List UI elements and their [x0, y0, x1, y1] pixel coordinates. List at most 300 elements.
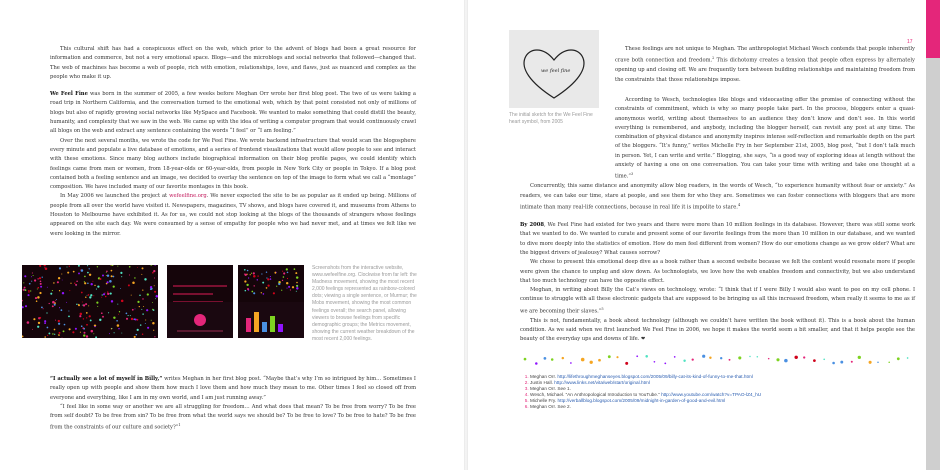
feeling-dot [86, 317, 87, 318]
paragraph: By 2008, We Feel Fine had existed for two years and there were more than 10 million feelings in its database. However, there was still some work that we wanted to do. We wanted to curate and present some of our favorite feelings from the more than 10 million in our database, and we wanted to dive more deeply into the statistics of emotion. How do men feel different from women? How do our emotions change as we grow older? What are the biggest drivers of jealousy? What causes sorrow? [520, 222, 915, 256]
feeling-dot [62, 292, 64, 294]
mob-dot [275, 272, 277, 274]
quote-lead-in: “I actually see a lot of myself in Billy,” [50, 376, 163, 382]
feeling-dot [128, 315, 129, 316]
feeling-dot [30, 290, 31, 291]
divider-dot [674, 356, 676, 358]
paragraph: In May 2006 we launched the project at wefeelfine.org. We never expected the site to be as popular as it ended up being. Millions of people from all over the world have visited it. Newspapers, magazines, TV shows, and blogs have covered it, and museums from Athens to Houston to Melbourne have exhibited it. As for us, we could not stop looking at the blogs of the thousands of strangers whose feelings appeared on the site each day. We were consumed by a sense of empathy for people who we had never met, and at times we felt like we were looking in the mirror. [50, 193, 417, 237]
mob-dot [270, 278, 272, 280]
mob-dot [286, 282, 288, 284]
feeling-dot [23, 282, 24, 283]
mob-dot [248, 277, 249, 278]
feeling-dot [22, 335, 23, 337]
feeling-dot [58, 320, 60, 322]
feeling-dot [59, 307, 60, 308]
feeling-dot [44, 267, 45, 268]
mob-dot [287, 278, 288, 279]
divider-dot [840, 361, 843, 364]
mob-dot [281, 290, 282, 291]
feeling-dot [87, 283, 89, 285]
mob-dot [261, 273, 262, 274]
feeling-dot [135, 308, 136, 309]
feeling-dot [93, 333, 94, 334]
mob-dot [263, 293, 265, 295]
feeling-dot [141, 274, 142, 275]
feeling-dot [48, 332, 50, 334]
feeling-dot [89, 296, 91, 298]
mob-dot [296, 287, 298, 289]
feeling-dot [58, 323, 60, 325]
feeling-dot [40, 286, 42, 288]
feeling-dot [154, 285, 155, 286]
feeling-dot [44, 336, 46, 338]
footnote-list [520, 374, 915, 411]
feeling-dot [82, 302, 83, 303]
feeling-dot [106, 275, 107, 276]
feeling-dot [101, 297, 102, 298]
footnote-item: 5. Michelle Fry. http://verballblog.blogspot.com/2005/09/midnight-in-garden-of-good-and-evil.html [530, 398, 915, 404]
feeling-dot [84, 332, 86, 334]
mob-dot [253, 285, 254, 286]
feeling-dot [142, 289, 143, 290]
feeling-dot [92, 281, 93, 282]
feeling-dot [42, 277, 43, 278]
divider-dot [907, 357, 909, 359]
feeling-dot [76, 304, 77, 305]
feeling-dot [59, 332, 61, 334]
feeling-dot [94, 285, 95, 286]
feeling-dot [37, 296, 40, 299]
feeling-dot [41, 307, 43, 309]
feeling-dot [132, 309, 134, 311]
footnote-link[interactable]: http://www.youtube.com/watch?v=TPAO-lZ4_hU [661, 392, 762, 398]
feeling-dot [82, 327, 84, 329]
metrics-screenshot [238, 302, 304, 338]
feeling-dot [33, 318, 35, 320]
feeling-dot [28, 290, 29, 291]
feeling-dot [75, 284, 77, 286]
feeling-dot [83, 334, 85, 336]
feeling-dot [154, 336, 155, 337]
paragraph: These feelings are not unique to Meghan. The anthropologist Michael Wesch contends that people inherently crave both connection and freedom.$^2$ This dichotomy creates a tension that people often express by alternately opening up and closing off. We are frequently torn between building relationships and maintaining freedom from the constraints that those relationships impose. [615, 46, 915, 83]
feeling-dot [109, 280, 112, 283]
feeling-dot [79, 315, 81, 317]
feeling-dot [97, 285, 99, 287]
feeling-dot [69, 290, 70, 291]
feeling-dot [117, 266, 118, 267]
feeling-dot [111, 275, 113, 277]
divider-dot [803, 356, 805, 358]
feeling-dot [107, 281, 109, 283]
feeling-dot [27, 321, 30, 324]
divider-dot [869, 361, 872, 364]
divider-dot [683, 360, 685, 362]
feeling-dot [24, 275, 26, 277]
right-column-main [520, 96, 915, 345]
feeling-dot [117, 324, 120, 327]
divider-dot [562, 357, 564, 359]
feeling-dot [91, 283, 93, 285]
feeling-dot [37, 278, 38, 279]
feeling-dot [80, 332, 81, 333]
feeling-dot [87, 272, 89, 274]
paragraph: According to Wesch, technologies like blogs and videocasting offer the promise of connecting without the constraints of commitment, which is why so many people take part. In the process, bloggers enter a quasi-anonymous world, writing about themselves to an audience they don’t know and don’t see. In this world everything is remembered, and anybody, including the blogger herself, can revisit any post at any time. The combination of physical distance and anonymity inspires intense self-reflection and remarkable depth on the part of the bloggers. “It’s funny,” writes Michelle Fry in her September 21st, 2005, blog post, “but I don’t talk much in person. Yet, I can write and write.” Blogging, she says, “is a good way of exploring ideas at length without the anxiety of having a one on one conversation. You can take your time with writing and take one thought at a time.”$^3$ [615, 97, 915, 181]
feeling-dot [99, 278, 101, 280]
mob-dot [286, 268, 288, 270]
feeling-dot [90, 319, 92, 321]
decorative-dots-divider [520, 352, 915, 368]
feeling-dot [142, 313, 143, 314]
feeling-dot [82, 305, 83, 306]
feeling-dot [117, 304, 118, 305]
divider-dot [598, 359, 601, 362]
mob-dot [266, 271, 267, 272]
feeling-dot [38, 322, 40, 324]
feeling-dot [59, 290, 60, 291]
footnote-item: 6. Meghan Orr. See 2. [530, 404, 915, 410]
left-column-bottom [50, 375, 416, 434]
divider-dot [823, 358, 825, 360]
feeling-dot [113, 276, 115, 278]
feeling-dot [96, 302, 98, 304]
mob-dot [247, 270, 249, 272]
feeling-dot [151, 320, 152, 321]
feeling-dot [86, 324, 88, 326]
feeling-dot [153, 309, 155, 311]
feeling-dot [39, 265, 41, 267]
feeling-dot [129, 266, 131, 268]
feeling-dot [37, 326, 39, 328]
feeling-dot [86, 335, 88, 337]
feeling-dot [120, 288, 121, 289]
feeling-dot [44, 265, 46, 266]
mob-dot [296, 285, 298, 287]
feeling-dot [39, 277, 41, 279]
mob-dot [282, 280, 283, 281]
feeling-dot [72, 331, 74, 333]
mob-dot [287, 272, 289, 274]
divider-dot [858, 356, 861, 359]
divider-dot [664, 363, 666, 365]
mob-dot [261, 292, 262, 293]
page-number: 17 [907, 39, 913, 45]
mob-dot [295, 272, 297, 274]
feeling-dot [112, 265, 114, 266]
feeling-dot [97, 306, 98, 307]
mob-dot [273, 292, 275, 294]
divider-dot [590, 361, 593, 364]
divider-dot [851, 361, 853, 363]
feeling-dot [81, 292, 83, 294]
feeling-dot [110, 293, 112, 295]
feeling-dot [62, 337, 63, 338]
divider-dot [581, 358, 585, 362]
mob-dot [296, 282, 298, 284]
feeling-dot [31, 281, 32, 282]
feeling-dot [150, 288, 152, 290]
feeling-dot [156, 295, 158, 298]
feeling-dot [99, 319, 101, 321]
feeling-dot [134, 336, 136, 338]
feeling-dot [116, 320, 118, 322]
footnote-item: 4. Wesch, Michael. “An Anthropological Introduction to YouTube.” http://www.youtube.com/watch?v=TPAO-lZ4_hU [530, 392, 915, 398]
paragraph: Over the next several months, we wrote the code for We Feel Fine. We wrote backend infrastructure that would scan the blogosphere every minute and populate a live database of emotions, and a series of frontend visualizations that would allow people to see and interact with these emotions. Since many blog authors include biographical information on their blog profile pages, we could identify which feelings came from men or women, from 18-year-olds or 60-year-olds, from people in New York City or people in Tokyo. If a blog post contained both a feeling sentence and an image, we decided to overlay the sentence on top of the image to form what we call a “montage” composition. We have included many of our favorite montages in this book. [50, 137, 416, 191]
paragraph: Meghan, in writing about Billy the Cat’s views on technology, wrote: “I think that if I were Billy I would also want to pee on my cell phone. I continue to struggle with all these electronic gadgets that are supposed to be bringing us all this increased freedom, when really it seems to me as if we are becoming their slaves.”$^5$ [520, 287, 915, 315]
feeling-dot [142, 298, 143, 299]
feeling-dot [96, 289, 97, 290]
divider-dot [645, 355, 648, 358]
divider-dot [888, 361, 890, 363]
divider-dot [784, 359, 788, 363]
feeling-dot [78, 265, 80, 267]
feeling-dot [24, 289, 25, 290]
feeling-dot [35, 297, 37, 299]
divider-dot [692, 358, 694, 360]
mob-dot [279, 281, 281, 283]
feeling-dot [118, 314, 119, 315]
feeling-dot [93, 295, 94, 296]
footnote-item: 2. Justin Hall. http://www.links.net/vita/web/start/original.html [530, 380, 915, 386]
divider-dot [738, 356, 741, 359]
feeling-dot [114, 332, 115, 333]
feeling-dot [154, 277, 155, 278]
mob-dot [253, 272, 255, 274]
feeling-dot [67, 272, 69, 274]
feeling-dot [83, 304, 85, 306]
feeling-dot [101, 312, 103, 314]
feeling-dot [111, 328, 112, 329]
feeling-dot [76, 281, 78, 283]
feeling-dot [78, 272, 80, 274]
feeling-dot [59, 267, 61, 269]
feeling-dot [54, 334, 55, 335]
feeling-dot [139, 306, 140, 307]
feeling-dot [152, 272, 154, 274]
mob-dot [253, 275, 256, 278]
feeling-dot [29, 283, 31, 285]
feeling-dot [150, 286, 152, 288]
feeling-dot [151, 265, 152, 266]
feeling-dot [137, 329, 139, 331]
feeling-dot [52, 305, 54, 307]
paragraph: Concurrently, this same distance and anonymity allow blog readers, in the words of Wesch, “to experience humanity without fear or anxiety.” As readers, we can take our time, stare at people, and see them for who they are. Sometimes we can foster connections with bloggers that are more intimate than many real-life connections, because in real life it is impolite to stare.$^4$ [520, 183, 915, 211]
paragraph: “I feel like in some way or another we are all struggling for freedom… And what does that mean? To be free from worry? To be free from self doubt? To be free from sin? To be free from what the world says we should be? To be free to love? To be free to hate? To be free from the constraints of our culture and society?”$^1$ [50, 403, 416, 432]
feeling-dot [113, 316, 115, 318]
feeling-dot [73, 271, 75, 273]
feeling-dot [63, 330, 65, 332]
footnote-link[interactable]: http://verballblog.blogspot.com/2005/09/midnight-in-garden-of-good-and-evil.html [557, 398, 726, 404]
feeling-dot [121, 276, 122, 277]
divider-dot [570, 362, 572, 364]
feeling-dot [143, 306, 144, 307]
mob-dot [283, 276, 285, 278]
divider-dot [702, 355, 705, 358]
feeling-dot [130, 315, 131, 316]
feeling-dot [61, 273, 62, 274]
divider-dot [524, 358, 527, 361]
paragraph: We Feel Fine was born in the summer of 2005, a few weeks before Meghan Orr wrote her first blog post. The two of us were taking a road trip in Northern California, and the conversation turned to the emotional web, which by that point consisted not only of millions of blogs but also of rapidly growing social networks like MySpace and Facebook. We wanted to make something that could distill the beauty, humanity, and complexity that we saw in the web. We came up with the idea of writing a computer program that would continuously crawl all blogs on the web and extract any sentence containing the words “I feel” or “I am feeling.” [50, 91, 416, 135]
feeling-dot [144, 278, 146, 280]
feeling-dot [155, 265, 156, 266]
feeling-dot [107, 291, 108, 292]
feeling-dot [40, 280, 42, 282]
feeling-dot [56, 299, 57, 300]
divider-dot [636, 355, 638, 357]
feeling-dot [49, 303, 50, 304]
divider-dot [877, 362, 879, 364]
search-panel-graphic [167, 302, 233, 338]
feeling-dot [37, 289, 38, 290]
feeling-dot [69, 266, 70, 267]
footnotes [520, 374, 915, 411]
paragraph: This cultural shift has had a conspicuous effect on the web, which prior to the advent of blogs had been a great resource for information and commerce, but not a very emotional space. Blogs—and the microblogs and social networks that followed—changed that. The web of machines has become a web of people, rich with emotion, relationships, love, and flaws, just as nuanced and complex as the people who make it up. [50, 46, 416, 80]
feeling-dot [52, 290, 53, 291]
divider-dot [625, 362, 628, 365]
feeling-dot [118, 328, 119, 329]
feeling-dot [40, 283, 42, 285]
feeling-dot [87, 295, 88, 296]
divider-dot [544, 357, 547, 360]
feeling-dot [58, 334, 60, 336]
mob-dot [257, 279, 258, 280]
footnote-item: 1. Meghan Orr. http://lifethroughmeghanseyes.blogspot.com/2005/09/billy-cat-its-kind-of-funny-to-me-that.html [530, 374, 915, 380]
feeling-dot [44, 322, 46, 324]
feeling-dot [147, 327, 149, 329]
feeling-dot [137, 301, 139, 303]
feeling-dot [54, 329, 56, 331]
feeling-dot [126, 313, 128, 315]
feeling-dot [89, 274, 91, 276]
screenshots-caption: Screenshots from the interactive website, www.wefeelfine.org. Clockwise from far left: the Madness movement, showing the most recent 2,000 feelings represented as rainbow-colored dots; viewing a single sentence, or Murmur; the Mobs movement, showing the most common feelings overall; the search panel, allowing viewers to browse feelings from specific demographic groups; the Metrics movement, showing the current weather breakdown of the most recent 2,000 feelings. [312, 265, 417, 342]
feeling-dot [128, 284, 130, 286]
feeling-dot [89, 315, 91, 317]
feeling-dot [67, 267, 68, 268]
feeling-dot [78, 304, 79, 305]
mob-dot [244, 280, 246, 282]
divider-dot [832, 362, 835, 365]
feeling-dot [102, 294, 103, 295]
feeling-dot [50, 293, 52, 295]
feeling-dot [25, 305, 27, 307]
mob-dot [266, 277, 267, 278]
page-edge [926, 0, 940, 470]
feeling-dot [47, 287, 48, 288]
feeling-dot [97, 266, 98, 267]
feeling-dot [85, 296, 86, 297]
divider-dot [608, 355, 611, 358]
mob-dot [262, 282, 264, 284]
divider-dot [749, 356, 750, 357]
feeling-dot [62, 280, 63, 281]
feeling-dot [134, 277, 135, 278]
mob-dot [296, 291, 297, 292]
feeling-dot [55, 300, 56, 301]
feeling-dot [32, 272, 33, 273]
feeling-dot [140, 324, 141, 325]
feeling-dot [38, 287, 40, 289]
feeling-dot [75, 328, 77, 330]
feeling-dot [33, 275, 34, 276]
mob-dot [257, 275, 258, 276]
feeling-dot [91, 330, 94, 333]
feeling-dot [120, 272, 122, 274]
feeling-dot [87, 265, 88, 266]
feeling-dot [121, 333, 122, 334]
feeling-dot [84, 282, 86, 284]
divider-dot [616, 356, 618, 358]
mob-dot [244, 269, 246, 271]
mob-dot [282, 271, 283, 272]
feeling-dot [103, 293, 105, 295]
feeling-dot [136, 334, 138, 336]
divider-dot [813, 359, 816, 362]
feeling-dot [126, 318, 128, 320]
mob-dot [244, 274, 246, 276]
feeling-dot [36, 300, 38, 302]
feeling-dot [136, 319, 138, 321]
feeling-dot [34, 279, 36, 281]
right-column-top [615, 45, 915, 85]
feeling-dot [57, 281, 59, 283]
madness-screenshot [22, 265, 158, 338]
feeling-dot [145, 319, 146, 320]
feeling-dot [154, 291, 156, 293]
footnote-link[interactable]: http://lifethroughmeghanseyes.blogspot.com/2005/09/billy-cat-its-kind-of-funny-to-me-that.html [557, 374, 753, 379]
feeling-dot [39, 292, 41, 294]
feeling-dot [108, 312, 109, 313]
feeling-dot [109, 333, 110, 334]
feeling-dot [94, 326, 95, 327]
divider-dot [709, 356, 711, 358]
search-panel-screenshot [167, 302, 233, 338]
chapter-tab [926, 0, 940, 58]
mob-dot [296, 276, 298, 278]
feeling-dot [27, 294, 29, 296]
feeling-dot [55, 320, 56, 321]
website-link[interactable]: wefeelfine.org [169, 193, 207, 200]
feeling-dot [111, 300, 113, 302]
mob-dot [250, 274, 251, 275]
mob-dot [266, 287, 268, 289]
mob-dot [247, 288, 249, 290]
footnote-link[interactable]: http://www.links.net/vita/web/start/original.html [554, 380, 650, 386]
feeling-dot [86, 312, 88, 314]
feeling-dot [47, 335, 48, 336]
feeling-dot [147, 293, 149, 295]
feeling-dot [39, 317, 41, 319]
mob-dot [253, 292, 255, 294]
feeling-dot [58, 277, 60, 279]
lead-in: By 2008 [520, 222, 544, 229]
feeling-dot [89, 268, 90, 269]
divider-dot [776, 358, 779, 361]
mob-dot [276, 286, 277, 287]
feeling-dot [52, 333, 53, 334]
feeling-dot [80, 269, 81, 270]
divider-dot [729, 359, 731, 361]
feeling-dot [84, 276, 86, 278]
feeling-dot [54, 304, 56, 306]
paragraph: This is not, fundamentally, a book about technology (although we couldn’t have written the book without it). This is a book about the human condition. As we said when we first launched We Feel Fine in 2006, we hope it makes the world seem a bit smaller, and that it helps people see the beauty of the everyday ups and downs of life. ❤ [520, 317, 915, 343]
feeling-dot [61, 309, 63, 311]
feeling-dot [141, 309, 142, 310]
feeling-dot [135, 318, 137, 320]
feeling-dot [153, 270, 155, 272]
mob-dot [288, 286, 290, 288]
metrics-graphic [238, 302, 304, 338]
feeling-dot [74, 283, 75, 284]
feeling-dot [80, 313, 83, 316]
